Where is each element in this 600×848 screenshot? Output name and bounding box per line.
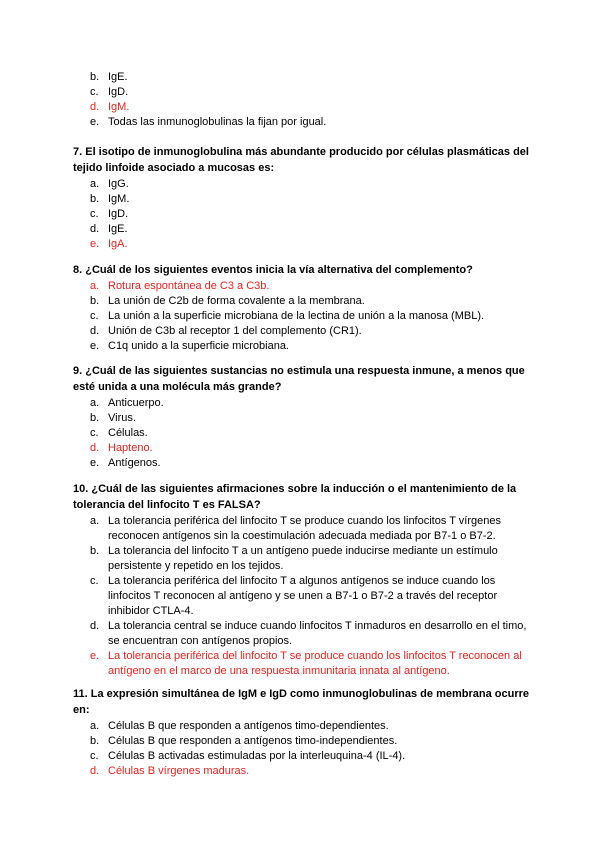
option-letter: c. [90,575,99,587]
option-text: IgD. [108,86,129,98]
option-text: Células. [108,427,148,439]
option-letter: c. [90,208,99,220]
option-letter: a. [90,397,100,409]
option-8d [73,324,533,339]
option-9b [73,411,533,426]
option-6c [73,85,533,100]
option-text: Células B activadas estimuladas por la interleuquina-4 (IL-4). [108,750,406,762]
option-7a [73,177,533,192]
option-text: La tolerancia periférica del linfocito T se produce cuando los linfocitos T reconocen al antígeno en el marco de una respuesta inmunitaria innata al antígeno. [108,650,522,677]
question-9-title: 9. ¿Cuál de las siguientes sustancias no estimula una respuesta inmune, a menos que esté unida a una molécula más grande? [73,365,525,393]
option-text: Virus. [108,412,136,424]
question-6 [73,70,533,130]
option-letter: c. [90,86,99,98]
option-7b [73,192,533,207]
option-text: La unión a la superficie microbiana de la lectina de unión a la manosa (MBL). [108,310,485,322]
option-8b [73,294,533,309]
option-letter: b. [90,71,100,83]
option-10c [73,574,533,619]
option-11c [73,749,533,764]
option-11a [73,719,533,734]
option-text: C1q unido a la superficie microbiana. [108,340,289,352]
option-text: IgM. [108,101,130,113]
option-10b [73,544,533,574]
option-8a-correct [73,279,533,294]
option-letter: b. [90,735,100,747]
question-7-options [73,177,533,252]
option-letter: a. [90,280,100,292]
option-letter: a. [90,515,100,527]
option-text: IgM. [108,193,130,205]
question-9-options [73,396,533,471]
option-text: La unión de C2b de forma covalente a la membrana. [108,295,365,307]
option-letter: d. [90,620,100,632]
option-9d-correct [73,441,533,456]
option-text: Rotura espontánea de C3 a C3b. [108,280,270,292]
question-10-title: 10. ¿Cuál de las siguientes afirmaciones sobre la inducción o el mantenimiento de la tolerancia del linfocito T es FALSA? [73,483,517,511]
option-letter: b. [90,412,100,424]
question-8-title: 8. ¿Cuál de los siguientes eventos inicia la vía alternativa del complemento? [73,264,473,276]
option-6b [73,70,533,85]
option-text: La tolerancia central se induce cuando linfocitos T inmaduros en desarrollo en el timo, se encuentran con antígenos propios. [108,620,527,647]
option-letter: e. [90,116,100,128]
option-8e [73,339,533,354]
option-text: Anticuerpo. [108,397,164,409]
option-7d [73,222,533,237]
option-letter: b. [90,295,100,307]
option-text: La tolerancia periférica del linfocito T a algunos antígenos se induce cuando los linfocitos T reconocen al antígeno y se unen a B7-1 o B7-2 a través del receptor inhibidor CTLA-4. [108,575,498,617]
question-9 [73,363,533,471]
option-text: IgA. [108,238,128,250]
option-letter: a. [90,720,100,732]
question-11-options [73,719,533,779]
option-text: La tolerancia del linfocito T a un antígeno puede inducirse mediante un estímulo persistente y repetido en los tejidos. [108,545,498,572]
question-8-options [73,279,533,354]
option-10a [73,514,533,544]
option-letter: d. [90,442,100,454]
option-text: Células B que responden a antígenos timo-independientes. [108,735,398,747]
option-text: IgG. [108,178,129,190]
option-9e [73,456,533,471]
option-text: Hapteno. [108,442,153,454]
option-letter: e. [90,340,100,352]
option-text: Antígenos. [108,457,161,469]
option-text: IgE. [108,223,128,235]
option-letter: c. [90,310,99,322]
question-8 [73,262,533,354]
option-letter: d. [90,101,100,113]
option-9c [73,426,533,441]
question-6-options [73,70,533,130]
option-text: IgD. [108,208,129,220]
option-11b [73,734,533,749]
option-letter: e. [90,457,100,469]
option-text: Unión de C3b al receptor 1 del complemento (CR1). [108,325,362,337]
option-letter: c. [90,750,99,762]
option-6e [73,115,533,130]
option-letter: c. [90,427,99,439]
option-7c [73,207,533,222]
option-7e-correct [73,237,533,252]
option-letter: d. [90,765,100,777]
option-text: Todas las inmunoglobulinas la fijan por igual. [108,116,327,128]
option-9a [73,396,533,411]
option-11d-correct [73,764,533,779]
option-letter: a. [90,178,100,190]
option-10d [73,619,533,649]
option-text: Células B vírgenes maduras. [108,765,250,777]
option-10e-correct [73,649,533,679]
option-letter: e. [90,238,100,250]
question-10 [73,481,533,679]
option-letter: d. [90,325,100,337]
option-text: Células B que responden a antígenos timo-dependientes. [108,720,389,732]
option-letter: b. [90,193,100,205]
option-6d-correct [73,100,533,115]
question-11-title: 11. La expresión simultánea de IgM e IgD como inmunoglobulinas de membrana ocurre en: [73,688,529,716]
question-7 [73,144,533,252]
question-10-options [73,514,533,679]
option-letter: b. [90,545,100,557]
option-letter: e. [90,650,100,662]
question-7-title: 7. El isotipo de inmunoglobulina más abundante producido por células plasmáticas del tejido linfoide asociado a mucosas es: [73,146,529,174]
option-letter: d. [90,223,100,235]
option-8c [73,309,533,324]
question-11 [73,686,533,779]
option-text: IgE. [108,71,128,83]
option-text: La tolerancia periférica del linfocito T se produce cuando los linfocitos T vírgenes reconocen antígenos sin la coestimulación adecuada mediada por B7-1 o B7-2. [108,515,501,542]
